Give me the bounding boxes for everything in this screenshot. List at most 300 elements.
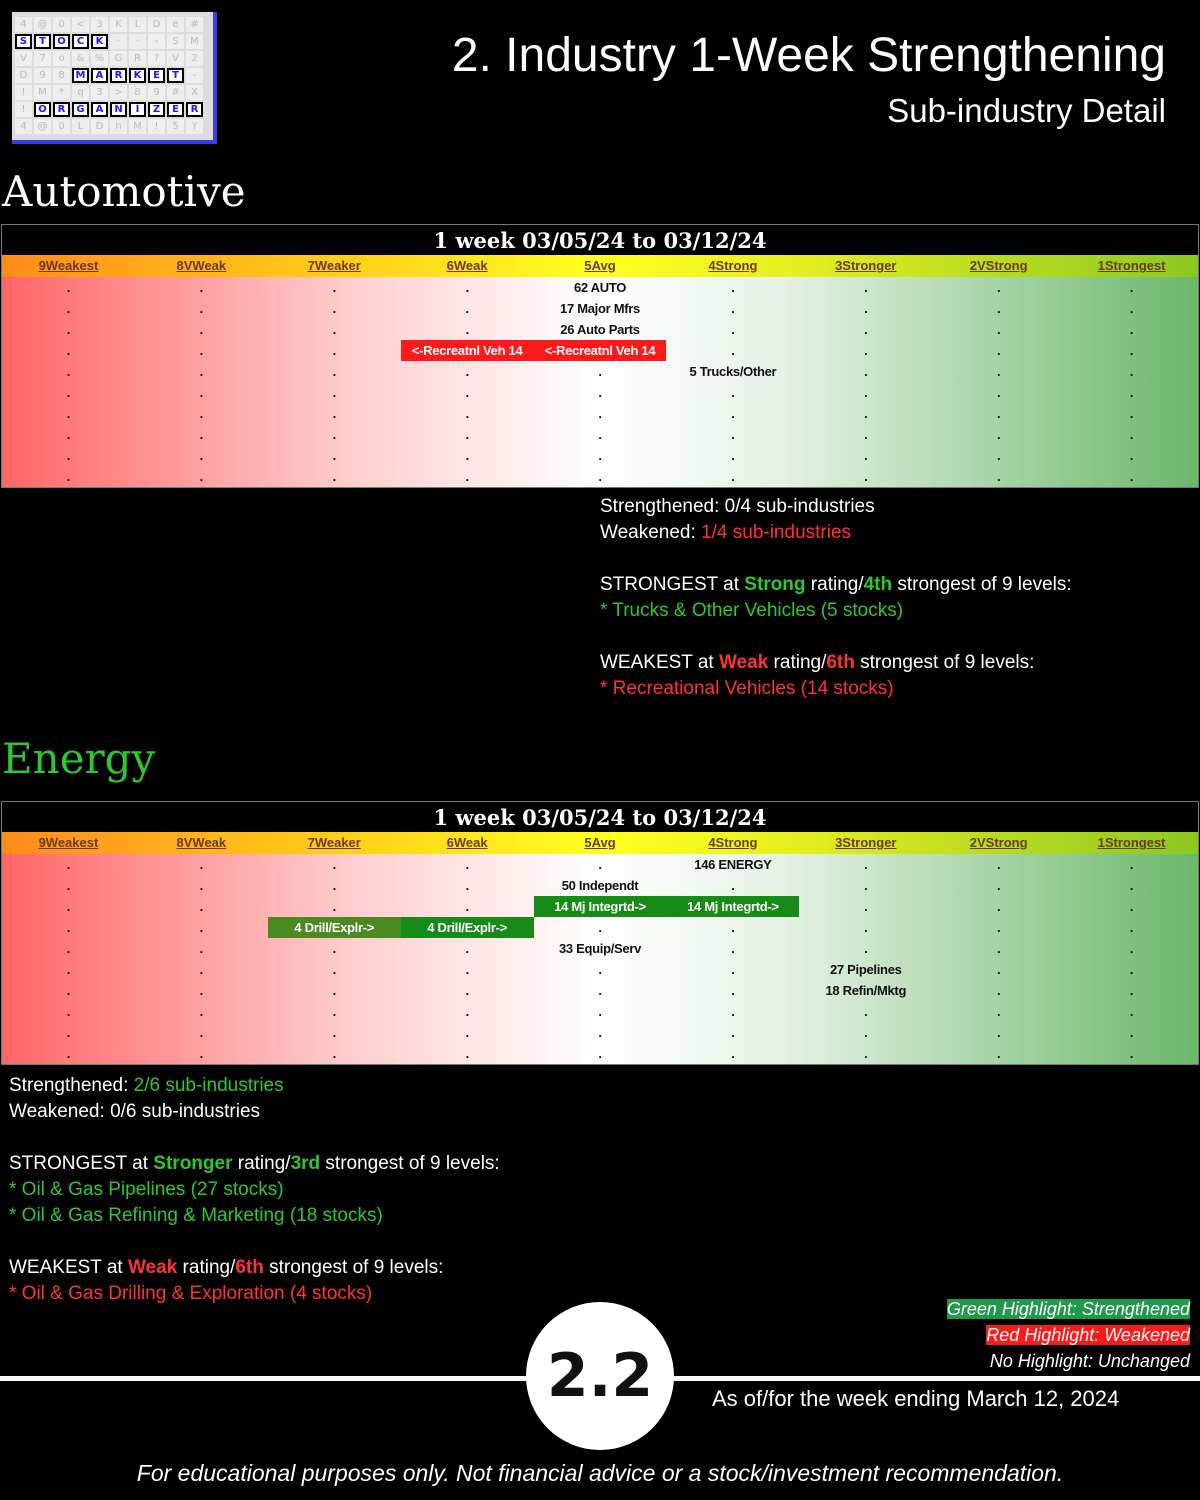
grid-cell: . (997, 280, 1001, 295)
logo-tile: # (186, 17, 203, 32)
grid-cell: . (1129, 899, 1134, 914)
grid-cell: . (598, 364, 602, 379)
logo-tile: M (129, 119, 146, 134)
grid-row (2, 1001, 1198, 1022)
grid-cell: . (66, 427, 71, 442)
grid-cell: 14 Mj Integrtd-> (666, 896, 799, 917)
period-title: 1 week 03/05/24 to 03/12/24 (2, 225, 1198, 255)
grid-cell: . (997, 343, 1001, 358)
logo-tile: R (110, 68, 127, 83)
legend-none: No Highlight: Unchanged (989, 1351, 1190, 1371)
logo-tile: 4 (15, 17, 32, 32)
grid-cell: . (1129, 962, 1134, 977)
grid-cell: . (997, 983, 1001, 998)
logo-tile: V (15, 51, 32, 66)
grid-cell: . (1129, 301, 1134, 316)
grid-cell: . (66, 301, 71, 316)
grid-cell: . (332, 941, 336, 956)
automotive-summary: Strengthened: 0/4 sub-industries Weakened: 1/4 sub-industries STRONGEST at Strong rating/4th strongest of 9 levels: * Trucks & Other Vehicles (5 stocks) WEAKEST at Weak rating/6th strongest of 9 levels: * Recreational Vehicles (14 stocks) (600, 496, 1072, 699)
grid-cell: . (1129, 469, 1134, 484)
grid-cell: . (1129, 322, 1134, 337)
grid-cell: . (864, 343, 868, 358)
grid-cell: 26 Auto Parts (560, 322, 640, 337)
grid-row (2, 319, 1198, 340)
as-of-date: As of/for the week ending March 12, 2024 (712, 1386, 1120, 1411)
grid-body (2, 277, 1198, 487)
grid-cell: . (997, 448, 1001, 463)
grid-cell: . (997, 364, 1001, 379)
logo-tile: A (91, 102, 108, 117)
level-header-cell: 4Strong (708, 258, 758, 273)
grid-cell: . (997, 899, 1001, 914)
logo-tile: A (91, 68, 108, 83)
logo-tile: 9 (34, 68, 51, 83)
level-header-cell: 7Weaker (307, 835, 361, 850)
grid-cell: . (199, 962, 203, 977)
grid-cell: . (465, 983, 469, 998)
logo-tile: R (129, 51, 146, 66)
grid-cell: . (199, 857, 203, 872)
grid-cell: . (731, 448, 735, 463)
grid-cell: . (598, 962, 602, 977)
logo-tile: C (72, 34, 89, 49)
grid-cell: <-Recreatnl Veh 14 (401, 340, 534, 361)
grid-cell: . (997, 406, 1001, 421)
logo-tile: S (15, 34, 32, 49)
page-subtitle: Sub-industry Detail (887, 92, 1166, 129)
section-title-energy: Energy (2, 734, 156, 783)
grid-cell: . (1129, 1004, 1134, 1019)
grid-cell: . (465, 469, 469, 484)
grid-cell: . (598, 469, 602, 484)
logo-tile: 5 (167, 119, 184, 134)
logo-tile: M (72, 68, 89, 83)
logo-tile: R (186, 102, 203, 117)
grid-row (2, 340, 1198, 361)
grid-cell: . (1129, 1025, 1134, 1040)
grid-cell: . (332, 857, 336, 872)
logo-tile: L (72, 119, 89, 134)
logo-tile: ? (148, 51, 165, 66)
logo-tile: - (148, 34, 165, 49)
grid-cell: . (864, 280, 868, 295)
logo-tile: O (34, 102, 51, 117)
grid-cell: . (598, 427, 602, 442)
logo-tile: Y (186, 119, 203, 134)
grid-cell: . (66, 899, 71, 914)
grid-cell: . (864, 899, 868, 914)
grid-cell: . (997, 1004, 1001, 1019)
disclaimer: For educational purposes only. Not financial advice or a stock/investment recommendation. (136, 1460, 1064, 1486)
grid-cell: . (731, 385, 735, 400)
grid-row (2, 938, 1198, 959)
grid-row (2, 277, 1198, 298)
grid-cell: . (199, 385, 203, 400)
grid-cell: . (332, 385, 336, 400)
logo-tile: M (186, 34, 203, 49)
logo-tile: N (110, 102, 127, 117)
grid-cell: . (199, 1004, 203, 1019)
grid-cell: . (66, 406, 71, 421)
grid-cell: . (864, 427, 868, 442)
grid-row (2, 1022, 1198, 1043)
level-header-cell: 3Stronger (835, 258, 897, 273)
logo-tile: 0 (53, 17, 70, 32)
grid-cell: . (731, 427, 735, 442)
grid-cell: . (598, 448, 602, 463)
logo-tile: T (34, 34, 51, 49)
grid-cell: . (864, 857, 868, 872)
energy-table (1, 801, 1199, 1065)
grid-row (2, 403, 1198, 424)
grid-row (2, 382, 1198, 403)
grid-cell: . (731, 941, 735, 956)
logo-tile: I (129, 102, 146, 117)
logo-tile: V (167, 51, 184, 66)
grid-cell: . (731, 878, 735, 893)
grid-cell: . (332, 962, 336, 977)
grid-cell: . (199, 406, 203, 421)
grid-cell: . (465, 406, 469, 421)
logo-tile: 0 (53, 119, 70, 134)
grid-row (2, 298, 1198, 319)
grid-cell: . (997, 962, 1001, 977)
grid-cell: . (598, 920, 602, 935)
grid-cell: . (1129, 385, 1134, 400)
logo-tile: 3 (91, 17, 108, 32)
logo-tile: G (110, 51, 127, 66)
level-header-cell: 1Strongest (1097, 835, 1166, 850)
grid-cell: . (199, 427, 203, 442)
grid-cell: . (199, 878, 203, 893)
level-header-cell: 5Avg (584, 258, 616, 273)
grid-cell: . (1129, 857, 1134, 872)
grid-cell: . (332, 1025, 336, 1040)
legend-green: Green Highlight: Strengthened (946, 1299, 1190, 1319)
grid-cell: . (332, 343, 336, 358)
grid-row (2, 896, 1198, 917)
grid-cell: . (66, 857, 71, 872)
grid-cell: . (598, 1046, 602, 1061)
automotive-table (1, 224, 1199, 488)
grid-cell: . (598, 406, 602, 421)
grid-cell: . (864, 385, 868, 400)
logo-tile: h (110, 119, 127, 134)
logo-tile: K (129, 68, 146, 83)
grid-cell: . (199, 899, 203, 914)
grid-cell: . (864, 364, 868, 379)
logo-tile: M (34, 85, 51, 100)
level-header-cell: 9Weakest (38, 835, 99, 850)
grid-cell: . (997, 857, 1001, 872)
grid-cell: . (864, 1004, 868, 1019)
logo-tile: S (167, 34, 184, 49)
grid-cell: . (731, 962, 735, 977)
grid-cell: 4 Drill/Explr-> (401, 917, 534, 938)
grid-cell: . (731, 406, 735, 421)
logo-tile: o (53, 51, 70, 66)
grid-cell: . (731, 322, 735, 337)
logo-tile: - (186, 68, 203, 83)
grid-cell: . (199, 983, 203, 998)
grid-cell: . (731, 983, 735, 998)
grid-row (2, 917, 1198, 938)
logo-tile: 9 (148, 85, 165, 100)
legend-red: Red Highlight: Weakened (986, 1325, 1190, 1345)
level-header-cell: 1Strongest (1097, 258, 1166, 273)
grid-cell: . (997, 427, 1001, 442)
grid-row (2, 1043, 1198, 1064)
grid-body (2, 854, 1198, 1064)
logo-tile: · (110, 34, 127, 49)
grid-cell: . (66, 1046, 71, 1061)
grid-cell: . (598, 983, 602, 998)
grid-cell: . (199, 343, 203, 358)
grid-cell: . (465, 962, 469, 977)
grid-cell: . (465, 427, 469, 442)
logo-tile: G (72, 102, 89, 117)
logo-tile: 3 (91, 85, 108, 100)
grid-cell: . (66, 1025, 71, 1040)
grid-row (2, 854, 1198, 875)
logo-tile: 8 (129, 85, 146, 100)
level-header-cell: 3Stronger (835, 835, 897, 850)
grid-cell: . (199, 1025, 203, 1040)
grid-cell: . (332, 280, 336, 295)
grid-row (2, 980, 1198, 1001)
grid-cell: . (465, 364, 469, 379)
energy-summary: Strengthened: 2/6 sub-industries Weakened: 0/6 sub-industries STRONGEST at Stronger rating/3rd strongest of 9 levels: * Oil & Gas Pipelines (27 stocks) * Oil & Gas Refining & Marketing (18 stocks) WEAKEST at Weak rating/6th strongest of 9 levels: * Oil & Gas Drilling & Exploration (4 stocks) (9, 1075, 500, 1304)
grid-cell: 33 Equip/Serv (558, 941, 642, 956)
grid-row (2, 959, 1198, 980)
grid-row (2, 445, 1198, 466)
grid-cell: . (332, 448, 336, 463)
grid-cell: . (731, 301, 735, 316)
grid-cell: . (864, 448, 868, 463)
grid-cell: . (598, 385, 602, 400)
grid-cell: . (1129, 364, 1134, 379)
level-header-cell: 6Weak (446, 258, 488, 273)
grid-cell: . (997, 385, 1001, 400)
level-header-cell: 2VStrong (969, 835, 1028, 850)
grid-cell: . (598, 857, 602, 872)
level-header-cell: 9Weakest (38, 258, 99, 273)
level-header-cell: 6Weak (446, 835, 488, 850)
logo-tile: ! (148, 119, 165, 134)
grid-cell: . (997, 322, 1001, 337)
grid-cell: . (997, 469, 1001, 484)
grid-cell: . (332, 427, 336, 442)
grid-cell: . (66, 448, 71, 463)
grid-cell: . (332, 899, 336, 914)
grid-cell: . (864, 406, 868, 421)
grid-cell: . (66, 983, 71, 998)
grid-cell: . (199, 469, 203, 484)
grid-cell: . (66, 322, 71, 337)
logo-tile: D (148, 17, 165, 32)
grid-cell: . (1129, 878, 1134, 893)
grid-cell: . (864, 322, 868, 337)
grid-cell: . (1129, 1046, 1134, 1061)
grid-cell: . (997, 1025, 1001, 1040)
logo-tile: · (129, 34, 146, 49)
grid-cell: . (997, 1046, 1001, 1061)
logo-tile: & (72, 51, 89, 66)
logo-tile: e (167, 17, 184, 32)
grid-cell: . (332, 469, 336, 484)
logo-tile: D (91, 119, 108, 134)
grid-cell: . (199, 301, 203, 316)
grid-cell: . (864, 941, 868, 956)
grid-cell: . (465, 878, 469, 893)
level-header (2, 255, 1198, 277)
grid-cell: . (66, 469, 71, 484)
page-number-badge: 2.2 (526, 1302, 674, 1450)
logo-tile: @ (34, 17, 51, 32)
logo-tile: # (167, 85, 184, 100)
grid-cell: . (199, 448, 203, 463)
level-header-cell: 5Avg (584, 835, 616, 850)
grid-cell: 146 ENERGY (694, 857, 772, 872)
grid-cell: 50 Independt (561, 878, 639, 893)
grid-cell: <-Recreatnl Veh 14 (534, 340, 667, 361)
grid-cell: . (66, 364, 71, 379)
grid-cell: . (997, 301, 1001, 316)
grid-cell: 27 Pipelines (830, 962, 902, 977)
grid-cell: . (731, 1025, 735, 1040)
highlight-legend (947, 1296, 1190, 1374)
grid-cell: 62 AUTO (573, 280, 627, 295)
period-title: 1 week 03/05/24 to 03/12/24 (2, 802, 1198, 832)
grid-cell: . (332, 406, 336, 421)
grid-cell: . (731, 920, 735, 935)
grid-cell: . (598, 1004, 602, 1019)
grid-cell: . (332, 983, 336, 998)
grid-cell: . (731, 1004, 735, 1019)
grid-cell: . (997, 878, 1001, 893)
grid-cell: . (864, 920, 868, 935)
stock-market-organizer-logo (12, 12, 217, 144)
grid-cell: . (199, 941, 203, 956)
grid-cell: . (731, 343, 735, 358)
grid-cell: . (465, 280, 469, 295)
grid-cell: . (997, 941, 1001, 956)
logo-tile: % (91, 51, 108, 66)
grid-cell: . (997, 920, 1001, 935)
grid-cell: . (332, 322, 336, 337)
grid-cell: . (598, 1025, 602, 1040)
logo-tile: 2 (186, 51, 203, 66)
logo-tile: ! (15, 102, 32, 117)
grid-cell: 4 Drill/Explr-> (268, 917, 401, 938)
logo-tile: X (186, 85, 203, 100)
grid-cell: . (1129, 941, 1134, 956)
grid-cell: . (465, 301, 469, 316)
grid-cell: . (465, 899, 469, 914)
level-header-cell: 7Weaker (307, 258, 361, 273)
logo-tile: E (167, 102, 184, 117)
grid-cell: . (465, 1046, 469, 1061)
grid-cell: . (1129, 448, 1134, 463)
grid-cell: . (66, 941, 71, 956)
grid-cell: . (465, 1025, 469, 1040)
logo-tile: O (53, 34, 70, 49)
logo-tile: ! (15, 85, 32, 100)
grid-cell: . (66, 1004, 71, 1019)
grid-cell: . (332, 1046, 336, 1061)
grid-cell: . (332, 364, 336, 379)
grid-cell: . (332, 878, 336, 893)
grid-cell: . (332, 1004, 336, 1019)
grid-cell: . (66, 385, 71, 400)
grid-cell: . (465, 385, 469, 400)
grid-row (2, 424, 1198, 445)
grid-cell: . (465, 941, 469, 956)
level-header-cell: 8VWeak (176, 835, 227, 850)
logo-tile: 7 (34, 51, 51, 66)
logo-tile: 8 (53, 68, 70, 83)
grid-cell: 17 Major Mfrs (560, 301, 640, 316)
grid-cell: . (465, 448, 469, 463)
logo-tile: * (53, 85, 70, 100)
logo-tile: K (91, 34, 108, 49)
logo-tile: @ (34, 119, 51, 134)
logo-tile: T (167, 68, 184, 83)
logo-tile: D (15, 68, 32, 83)
grid-cell: . (465, 322, 469, 337)
grid-cell: . (66, 920, 71, 935)
grid-cell: . (199, 280, 203, 295)
grid-cell: . (864, 1046, 868, 1061)
level-header-cell: 2VStrong (969, 258, 1028, 273)
grid-cell: 18 Refin/Mktg (825, 983, 907, 998)
grid-cell: . (864, 469, 868, 484)
grid-cell: . (1129, 406, 1134, 421)
grid-cell: . (332, 301, 336, 316)
grid-cell: . (199, 920, 203, 935)
grid-cell: . (199, 364, 203, 379)
logo-tile: 4 (15, 119, 32, 134)
page-title: 2. Industry 1-Week Strengthening (451, 29, 1166, 82)
grid-cell: . (66, 343, 71, 358)
logo-tile: < (72, 17, 89, 32)
grid-row (2, 361, 1198, 382)
grid-cell: 14 Mj Integrtd-> (534, 896, 667, 917)
logo-tile: Z (148, 102, 165, 117)
section-title-automotive: Automotive (2, 167, 246, 216)
grid-cell: . (465, 1004, 469, 1019)
level-header-cell: 8VWeak (176, 258, 227, 273)
logo-tile: R (53, 102, 70, 117)
grid-cell: . (199, 322, 203, 337)
grid-cell: 5 Trucks/Other (689, 364, 777, 379)
grid-cell: . (199, 1046, 203, 1061)
level-header-cell: 4Strong (708, 835, 758, 850)
level-header (2, 832, 1198, 854)
grid-cell: . (864, 878, 868, 893)
grid-cell: . (864, 1025, 868, 1040)
grid-cell: . (864, 301, 868, 316)
logo-tile: L (129, 17, 146, 32)
grid-cell: . (1129, 920, 1134, 935)
grid-cell: . (1129, 343, 1134, 358)
grid-cell: . (66, 280, 71, 295)
grid-cell: . (66, 878, 71, 893)
grid-cell: . (465, 857, 469, 872)
grid-cell: . (1129, 427, 1134, 442)
grid-cell: . (731, 280, 735, 295)
grid-cell: . (1129, 983, 1134, 998)
